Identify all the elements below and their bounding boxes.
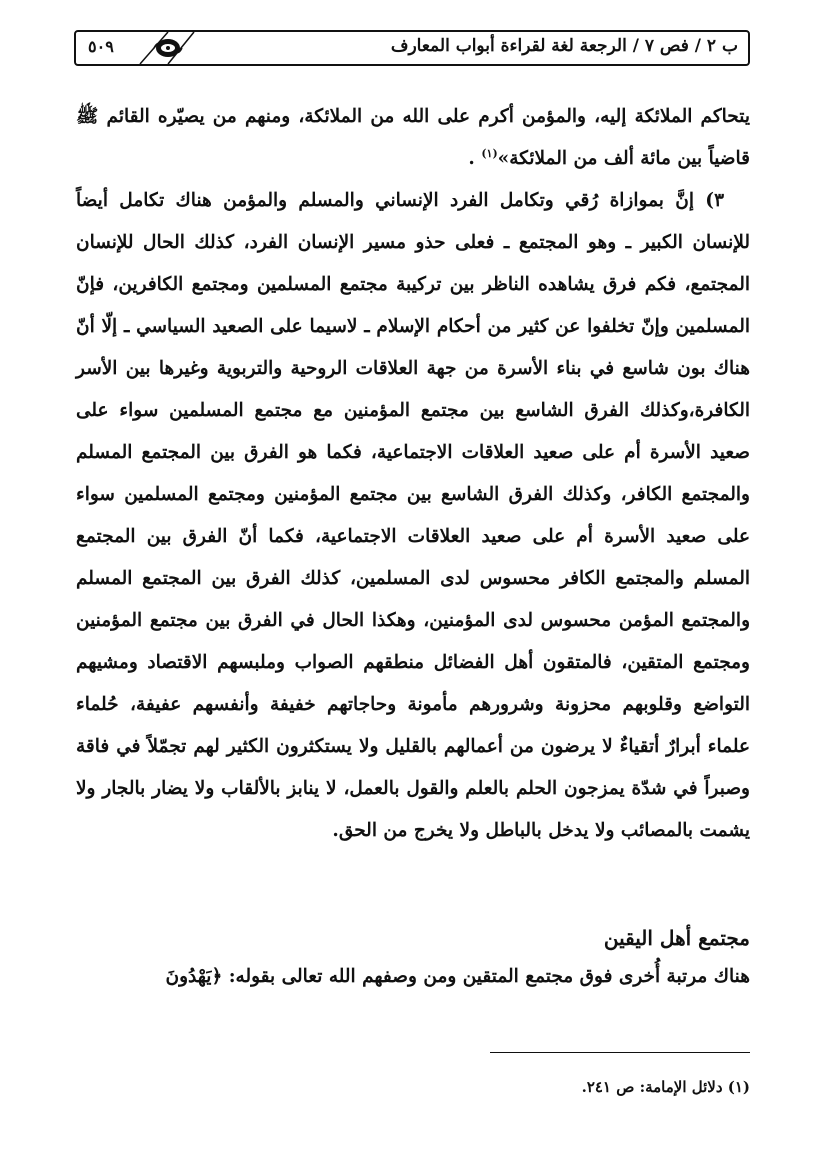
decorative-ornament-icon xyxy=(138,30,196,66)
body-text xyxy=(76,96,750,852)
section-text: هناك مرتبة أُخرى فوق مجتمع المتقين ومن وصفهم الله تعالى بقوله: ﴿يَهْدُونَ xyxy=(165,966,750,987)
paragraph xyxy=(76,96,750,180)
paragraph: ٣) إنَّ بموازاة رُقي وتكامل الفرد الإنساني والمسلم والمؤمن هناك تكامل أيضاً للإنسان الكبير ـ وهو المجتمع ـ فعلى حذو مسير الإنسان الفرد، كذلك الحال للإنسان المجتمع، فكم فرق يشاهده الناظر بين تركيبة مجتمع المسلمين ومجتمع الكافرين، فإنّ المسلمين وإنّ تخلفوا عن كثير من أحكام الإسلام ـ لاسيما على الصعيد السياسي ـ إلّا أنّ هناك بون شاسع في بناء الأسرة من جهة العلاقات الروحية والتربوية وغيرها بين الأسر الكافرة،وكذلك الفرق الشاسع بين مجتمع المؤمنين مع مجتمع المسلمين سواء على صعيد الأسرة أم على صعيد العلاقات الاجتماعية، فكما هو الفرق بين المجتمع المسلم والمجتمع الكافر، وكذلك الفرق الشاسع بين مجتمع المؤمنين ومجتمع المسلمين سواء على صعيد الأسرة أم على صعيد العلاقات الاجتماعية، فكما أنّ الفرق بين المجتمع المسلم والمجتمع الكافر محسوس لدى المسلمين، كذلك الفرق بين المجتمع المسلم والمجتمع المؤمن محسوس لدى المؤمنين، وهكذا الحال في الفرق بين مجتمع المؤمنين ومجتمع المتقين، فالمتقون أهل الفضائل منطقهم الصواب وملبسهم الاقتصاد ومشيهم التواضع وقلوبهم محزونة وشرورهم مأمونة وحاجاتهم خفيفة وأنفسهم عفيفة، حُلماء علماء أبرارٌ أتقياءٌ لا يرضون من أعمالهم بالقليل ولا يستكثرون الكثير لهم تجمّلاً في فاقة وصبراً في شدّة يمزجون الحلم بالعلم والقول بالعمل، لا ينابز بالألقاب ولا يضار بالجار ولا يشمت بالمصائب ولا يدخل بالباطل ولا يخرج من الحق. xyxy=(76,190,750,841)
paragraph-text: يتحاكم الملائكة إليه، والمؤمن أكرم على الله من الملائكة، ومنهم من يصيّره القائم ﷺ قاضياً بين مائة ألف من الملائكة» xyxy=(76,106,750,169)
footnote-divider xyxy=(490,1052,750,1053)
running-header xyxy=(74,30,750,66)
footnote: (١) دلائل الإمامة: ص ٢٤١. xyxy=(581,1078,750,1096)
header-title: ب ٢ / فص ٧ / الرجعة لغة لقراءة أبواب المعارف xyxy=(390,36,738,56)
section-heading: مجتمع أهل اليقين xyxy=(603,926,750,950)
footnote-ref[interactable]: (١) xyxy=(481,146,498,160)
page-number: ٥٠٩ xyxy=(88,37,114,56)
paragraph-end: . xyxy=(468,148,475,169)
